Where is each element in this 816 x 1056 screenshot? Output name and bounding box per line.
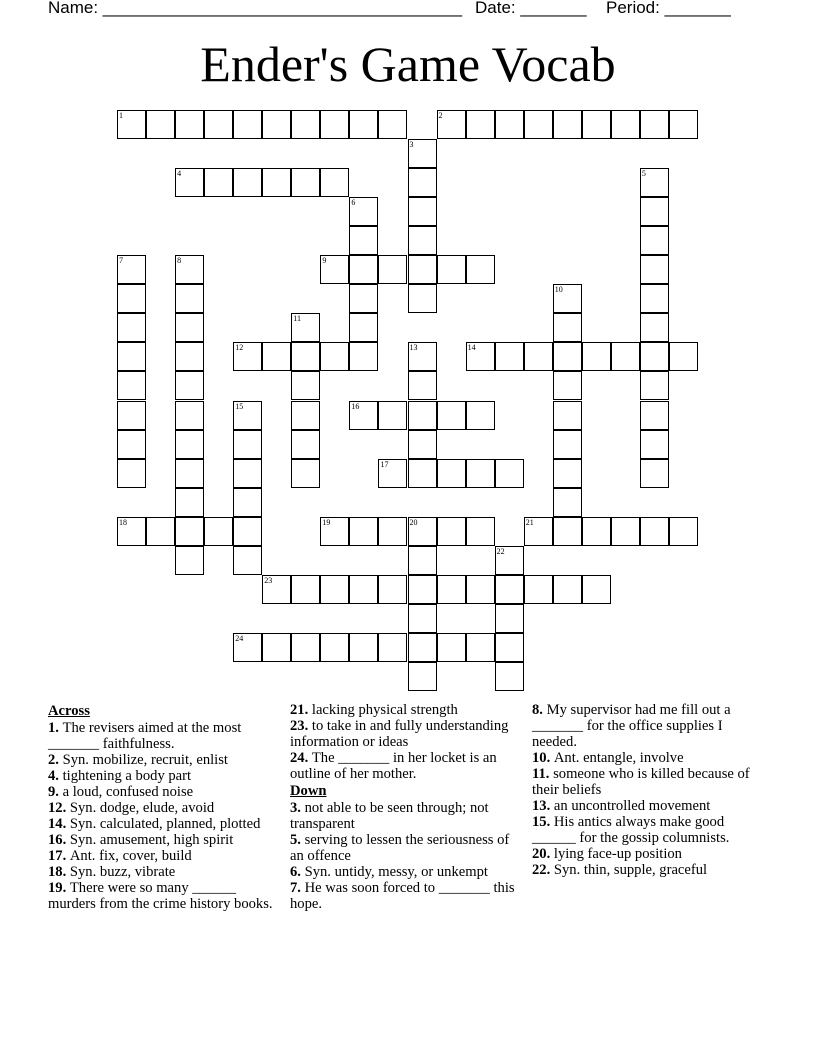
across-clue <box>48 816 273 832</box>
grid-cell[interactable] <box>117 430 146 459</box>
clue-number: 22 <box>496 546 505 556</box>
grid-cell[interactable] <box>437 517 466 546</box>
grid-cell[interactable] <box>117 313 146 342</box>
across-clue <box>48 752 273 768</box>
grid-cell[interactable] <box>437 401 466 430</box>
grid-cell[interactable] <box>349 517 378 546</box>
grid-cell[interactable] <box>349 401 378 430</box>
across-clue <box>48 784 273 800</box>
clue-text: There were so many ______ murders from the crime history books. <box>48 880 273 912</box>
grid-cell[interactable] <box>378 517 407 546</box>
clue-text: serving to lessen the seriousness of an offence <box>290 832 510 864</box>
grid-cell[interactable] <box>117 459 146 488</box>
clue-text: He was soon forced to _______ this hope. <box>290 880 515 912</box>
grid-cell[interactable] <box>553 371 582 400</box>
grid-cell[interactable] <box>640 313 669 342</box>
clue-label: 17. <box>48 848 70 864</box>
grid-cell[interactable] <box>408 575 437 604</box>
grid-cell[interactable] <box>204 517 233 546</box>
across-clue <box>48 864 273 880</box>
grid-cell[interactable] <box>524 342 553 371</box>
across-clue <box>290 718 518 750</box>
grid-cell[interactable] <box>669 342 698 371</box>
clue-text: Syn. mobilize, recruit, enlist <box>62 752 228 768</box>
clue-label: 18. <box>48 864 70 880</box>
clue-label: 19. <box>48 880 70 896</box>
grid-cell[interactable] <box>495 662 524 691</box>
grid-cell[interactable] <box>233 546 262 575</box>
clue-number: 13 <box>409 343 418 353</box>
clue-label: 7. <box>290 880 305 896</box>
grid-cell[interactable] <box>291 110 320 139</box>
across-clue <box>48 848 273 864</box>
down-clue <box>290 864 518 880</box>
grid-cell[interactable] <box>291 168 320 197</box>
clue-text: My supervisor had me fill out a _______ for the office supplies I needed. <box>532 702 731 750</box>
grid-cell[interactable] <box>233 168 262 197</box>
clue-number: 3 <box>409 140 414 150</box>
clue-number: 4 <box>177 169 182 179</box>
grid-cell[interactable] <box>233 459 262 488</box>
grid-cell[interactable] <box>640 430 669 459</box>
grid-cell[interactable] <box>291 633 320 662</box>
grid-cell[interactable] <box>175 110 204 139</box>
clue-number: 17 <box>380 459 389 469</box>
grid-cell[interactable] <box>233 488 262 517</box>
down-clue <box>532 846 762 862</box>
grid-cell[interactable] <box>553 575 582 604</box>
grid-cell[interactable] <box>291 313 320 342</box>
grid-cell[interactable] <box>640 255 669 284</box>
across-clue <box>290 750 518 782</box>
grid-cell[interactable] <box>320 110 349 139</box>
grid-cell[interactable] <box>175 342 204 371</box>
grid-cell[interactable] <box>175 255 204 284</box>
grid-cell[interactable] <box>175 313 204 342</box>
grid-cell[interactable] <box>466 401 495 430</box>
grid-cell[interactable] <box>408 197 437 226</box>
grid-cell[interactable] <box>349 284 378 313</box>
grid-cell[interactable] <box>349 342 378 371</box>
grid-cell[interactable] <box>640 226 669 255</box>
grid-cell[interactable] <box>437 633 466 662</box>
grid-cell[interactable] <box>408 226 437 255</box>
grid-cell[interactable] <box>291 459 320 488</box>
clue-label: 23. <box>290 718 312 734</box>
grid-cell[interactable] <box>175 517 204 546</box>
grid-cell[interactable] <box>495 604 524 633</box>
grid-cell[interactable] <box>262 342 291 371</box>
grid-cell[interactable] <box>553 430 582 459</box>
grid-cell[interactable] <box>640 197 669 226</box>
grid-cell[interactable] <box>349 255 378 284</box>
grid-cell[interactable] <box>117 342 146 371</box>
across-clue <box>48 768 273 784</box>
down-clue <box>532 814 762 846</box>
grid-cell[interactable] <box>320 255 349 284</box>
grid-cell[interactable] <box>117 371 146 400</box>
grid-cell[interactable] <box>640 168 669 197</box>
grid-cell[interactable] <box>175 488 204 517</box>
clue-text: Syn. dodge, elude, avoid <box>69 800 215 816</box>
grid-cell[interactable] <box>466 255 495 284</box>
grid-cell[interactable] <box>233 110 262 139</box>
grid-cell[interactable] <box>437 255 466 284</box>
clue-text: Syn. thin, supple, graceful <box>553 862 708 878</box>
grid-cell[interactable] <box>553 401 582 430</box>
clue-text: to take in and fully understanding information or ideas <box>290 718 509 750</box>
grid-cell[interactable] <box>349 575 378 604</box>
clue-number: 20 <box>409 517 418 527</box>
grid-cell[interactable] <box>117 284 146 313</box>
grid-cell[interactable] <box>408 255 437 284</box>
grid-cell[interactable] <box>553 110 582 139</box>
across-clue <box>48 832 273 848</box>
down-clue <box>532 750 762 766</box>
down-clue <box>290 800 518 832</box>
clue-label: 13. <box>532 798 554 814</box>
down-clue <box>532 862 762 878</box>
clue-text: Syn. untidy, messy, or unkempt <box>304 864 488 880</box>
grid-cell[interactable] <box>466 517 495 546</box>
across-clue <box>290 702 518 718</box>
grid-cell[interactable] <box>495 575 524 604</box>
grid-cell[interactable] <box>553 517 582 546</box>
clue-number: 18 <box>119 517 127 527</box>
down-heading: Down <box>290 783 327 799</box>
clue-text: Ant. fix, cover, build <box>69 848 192 864</box>
grid-cell[interactable] <box>175 459 204 488</box>
grid-cell[interactable] <box>408 517 437 546</box>
grid-cell[interactable] <box>378 459 407 488</box>
clue-text: a loud, confused noise <box>62 784 194 800</box>
grid-cell[interactable] <box>611 110 640 139</box>
grid-cell[interactable] <box>175 546 204 575</box>
down-clue <box>532 766 762 798</box>
across-clue <box>48 800 273 816</box>
clue-number: 6 <box>351 198 356 208</box>
grid-cell[interactable] <box>408 401 437 430</box>
grid-cell[interactable] <box>117 110 146 139</box>
grid-cell[interactable] <box>466 633 495 662</box>
grid-cell[interactable] <box>349 110 378 139</box>
clue-label: 11. <box>532 766 554 782</box>
grid-cell[interactable] <box>669 110 698 139</box>
grid-cell[interactable] <box>233 401 262 430</box>
grid-cell[interactable] <box>175 371 204 400</box>
grid-cell[interactable] <box>320 633 349 662</box>
clue-text: lacking physical strength <box>311 702 458 718</box>
clue-number: 24 <box>235 633 244 643</box>
across-clue <box>48 720 273 752</box>
grid-cell[interactable] <box>669 517 698 546</box>
grid-cell[interactable] <box>524 575 553 604</box>
grid-cell[interactable] <box>262 110 291 139</box>
grid-cell[interactable] <box>408 371 437 400</box>
clue-number: 14 <box>467 343 476 353</box>
clue-label: 12. <box>48 800 70 816</box>
grid-cell[interactable] <box>437 459 466 488</box>
grid-cell[interactable] <box>408 546 437 575</box>
grid-cell[interactable] <box>320 517 349 546</box>
grid-cell[interactable] <box>553 313 582 342</box>
grid-cell[interactable] <box>291 371 320 400</box>
grid-cell[interactable] <box>582 517 611 546</box>
clue-text: Syn. buzz, vibrate <box>69 864 176 880</box>
clue-label: 15. <box>532 814 554 830</box>
clue-text: an uncontrolled movement <box>553 798 711 814</box>
clue-label: 8. <box>532 702 547 718</box>
grid-cell[interactable] <box>437 575 466 604</box>
clue-number: 1 <box>119 111 123 120</box>
down-clue <box>532 798 762 814</box>
grid-cell[interactable] <box>175 430 204 459</box>
clue-label: 20. <box>532 846 554 862</box>
grid-cell[interactable] <box>640 284 669 313</box>
across-heading: Across <box>48 703 90 719</box>
grid-cell[interactable] <box>262 633 291 662</box>
grid-cell[interactable] <box>291 401 320 430</box>
grid-cell[interactable] <box>349 313 378 342</box>
grid-cell[interactable] <box>378 633 407 662</box>
clue-number: 16 <box>351 401 360 411</box>
clue-number: 8 <box>177 256 182 266</box>
clue-number: 15 <box>235 401 244 411</box>
clue-label: 1. <box>48 720 63 736</box>
grid-cell[interactable] <box>640 401 669 430</box>
grid-cell[interactable] <box>582 575 611 604</box>
clue-text: tightening a body part <box>62 768 192 784</box>
clue-text: Syn. amusement, high spirit <box>69 832 234 848</box>
clues-column-1 <box>48 702 273 912</box>
grid-cell[interactable] <box>408 430 437 459</box>
grid-cell[interactable] <box>466 575 495 604</box>
clue-label: 4. <box>48 768 63 784</box>
grid-cell[interactable] <box>640 371 669 400</box>
grid-cell[interactable] <box>611 517 640 546</box>
clue-number: 10 <box>554 285 563 295</box>
grid-cell[interactable] <box>320 168 349 197</box>
clue-label: 24. <box>290 750 312 766</box>
grid-cell[interactable] <box>408 342 437 371</box>
grid-cell[interactable] <box>640 517 669 546</box>
grid-cell[interactable] <box>611 342 640 371</box>
clue-label: 3. <box>290 800 305 816</box>
down-clue <box>290 832 518 864</box>
grid-cell[interactable] <box>291 575 320 604</box>
across-clue <box>48 880 273 912</box>
grid-cell[interactable] <box>553 488 582 517</box>
grid-cell[interactable] <box>466 459 495 488</box>
clue-number: 7 <box>119 256 123 266</box>
grid-cell[interactable] <box>495 342 524 371</box>
clue-label: 9. <box>48 784 63 800</box>
clue-text: The revisers aimed at the most _______ faithfulness. <box>48 720 242 752</box>
grid-cell[interactable] <box>495 110 524 139</box>
clue-text: His antics always make good ______ for the gossip columnists. <box>532 814 730 846</box>
grid-cell[interactable] <box>640 342 669 371</box>
grid-cell[interactable] <box>378 401 407 430</box>
grid-cell[interactable] <box>524 517 553 546</box>
grid-cell[interactable] <box>408 604 437 633</box>
grid-cell[interactable] <box>175 284 204 313</box>
clue-text: Ant. entangle, involve <box>553 750 684 766</box>
grid-cell[interactable] <box>408 284 437 313</box>
clue-label: 22. <box>532 862 554 878</box>
grid-cell[interactable] <box>466 110 495 139</box>
grid-cell[interactable] <box>233 633 262 662</box>
clue-label: 21. <box>290 702 312 718</box>
grid-cell[interactable] <box>262 575 291 604</box>
clue-number: 2 <box>438 111 443 120</box>
grid-cell[interactable] <box>175 168 204 197</box>
grid-cell[interactable] <box>640 110 669 139</box>
clue-number: 19 <box>322 517 331 527</box>
grid-cell[interactable] <box>495 459 524 488</box>
grid-cell[interactable] <box>466 342 495 371</box>
grid-cell[interactable] <box>262 168 291 197</box>
grid-cell[interactable] <box>378 110 407 139</box>
grid-cell[interactable] <box>320 575 349 604</box>
grid-cell[interactable] <box>349 226 378 255</box>
clue-number: 23 <box>264 575 273 585</box>
name-field[interactable]: Name: ______________________________________ <box>48 0 463 17</box>
clues-column-2 <box>290 702 518 912</box>
down-clue <box>532 702 762 750</box>
clue-text: lying face-up position <box>553 846 682 862</box>
grid-cell[interactable] <box>291 430 320 459</box>
down-clue <box>290 880 518 912</box>
grid-cell[interactable] <box>640 459 669 488</box>
grid-cell[interactable] <box>233 430 262 459</box>
grid-cell[interactable] <box>204 168 233 197</box>
grid-cell[interactable] <box>553 284 582 313</box>
grid-cell[interactable] <box>553 459 582 488</box>
clue-text: Syn. calculated, planned, plotted <box>69 816 261 832</box>
grid-cell[interactable] <box>175 401 204 430</box>
clue-number: 9 <box>322 256 327 266</box>
clue-number: 5 <box>641 169 646 179</box>
clue-label: 10. <box>532 750 554 766</box>
clue-label: 14. <box>48 816 70 832</box>
grid-cell[interactable] <box>437 110 466 139</box>
clue-text: not able to be seen through; not transparent <box>290 800 489 832</box>
clue-number: 12 <box>235 343 244 353</box>
clue-label: 2. <box>48 752 63 768</box>
grid-cell[interactable] <box>495 633 524 662</box>
date-field[interactable]: Date: _______ <box>475 0 587 17</box>
grid-cell[interactable] <box>117 401 146 430</box>
clue-text: someone who is killed because of their beliefs <box>532 766 750 798</box>
clue-number: 21 <box>525 517 534 527</box>
clue-label: 5. <box>290 832 305 848</box>
grid-cell[interactable] <box>117 517 146 546</box>
grid-cell[interactable] <box>408 459 437 488</box>
grid-cell[interactable] <box>146 110 175 139</box>
page-title: Ender's Game Vocab <box>200 36 616 92</box>
grid-cell[interactable] <box>408 633 437 662</box>
period-field[interactable]: Period: _______ <box>606 0 731 17</box>
grid-cell[interactable] <box>233 517 262 546</box>
grid-cell[interactable] <box>233 342 262 371</box>
clue-label: 6. <box>290 864 305 880</box>
grid-cell[interactable] <box>582 342 611 371</box>
grid-cell[interactable] <box>495 546 524 575</box>
clues-column-3 <box>532 702 762 878</box>
grid-cell[interactable] <box>204 110 233 139</box>
grid-cell[interactable] <box>291 342 320 371</box>
clue-text: The _______ in her locket is an outline of her mother. <box>290 750 497 782</box>
grid-cell[interactable] <box>320 342 349 371</box>
clue-number: 11 <box>293 314 301 324</box>
grid-cell[interactable] <box>349 633 378 662</box>
grid-cell[interactable] <box>408 662 437 691</box>
grid-cell[interactable] <box>117 255 146 284</box>
grid-cell[interactable] <box>378 255 407 284</box>
clue-label: 16. <box>48 832 70 848</box>
grid-cell[interactable] <box>408 139 437 168</box>
grid-cell[interactable] <box>349 197 378 226</box>
grid-cell[interactable] <box>146 517 175 546</box>
grid-cell[interactable] <box>524 110 553 139</box>
grid-cell[interactable] <box>582 110 611 139</box>
grid-cell[interactable] <box>553 342 582 371</box>
grid-cell[interactable] <box>378 575 407 604</box>
grid-cell[interactable] <box>408 168 437 197</box>
